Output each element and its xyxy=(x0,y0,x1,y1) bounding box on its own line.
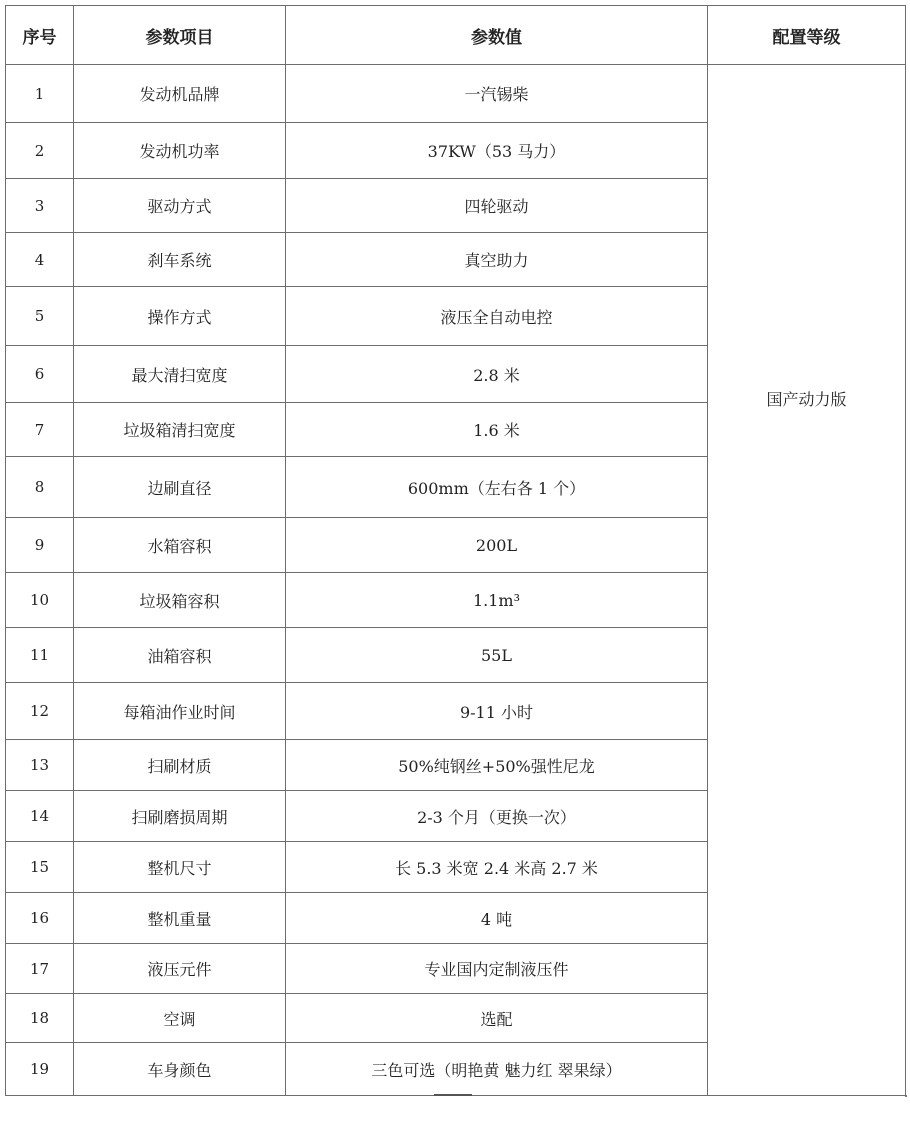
parameter-item: 扫刷材质 xyxy=(74,740,286,791)
parameter-item: 垃圾箱容积 xyxy=(74,573,286,628)
row-number: 6 xyxy=(6,346,74,403)
page-corner-dot xyxy=(905,1095,907,1097)
row-number: 8 xyxy=(6,457,74,518)
parameter-item: 驱动方式 xyxy=(74,179,286,233)
parameter-item: 整机尺寸 xyxy=(74,842,286,893)
row-number: 18 xyxy=(6,994,74,1043)
row-number: 19 xyxy=(6,1043,74,1096)
parameter-value: 4 吨 xyxy=(286,893,708,944)
parameter-item: 最大清扫宽度 xyxy=(74,346,286,403)
table-header-row xyxy=(6,6,906,65)
parameter-item: 水箱容积 xyxy=(74,518,286,573)
row-number: 10 xyxy=(6,573,74,628)
parameter-item: 车身颜色 xyxy=(74,1043,286,1096)
parameter-item: 发动机品牌 xyxy=(74,65,286,123)
parameter-value: 一汽锡柴 xyxy=(286,65,708,123)
row-number: 9 xyxy=(6,518,74,573)
parameter-value: 长 5.3 米宽 2.4 米高 2.7 米 xyxy=(286,842,708,893)
parameter-item: 油箱容积 xyxy=(74,628,286,683)
parameter-value: 真空助力 xyxy=(286,233,708,287)
parameter-value: 600mm（左右各 1 个） xyxy=(286,457,708,518)
parameter-value: 专业国内定制液压件 xyxy=(286,944,708,994)
row-number: 7 xyxy=(6,403,74,457)
row-number: 1 xyxy=(6,65,74,123)
parameter-item: 空调 xyxy=(74,994,286,1043)
row-number: 11 xyxy=(6,628,74,683)
row-number: 5 xyxy=(6,287,74,346)
header-config-level: 配置等级 xyxy=(708,6,906,65)
spec-table xyxy=(5,5,906,1096)
row-number: 15 xyxy=(6,842,74,893)
parameter-value: 1.6 米 xyxy=(286,403,708,457)
header-no: 序号 xyxy=(6,6,74,65)
parameter-item: 发动机功率 xyxy=(74,123,286,179)
parameter-value: 9-11 小时 xyxy=(286,683,708,740)
parameter-item: 扫刷磨损周期 xyxy=(74,791,286,842)
parameter-item: 液压元件 xyxy=(74,944,286,994)
row-number: 12 xyxy=(6,683,74,740)
parameter-item: 垃圾箱清扫宽度 xyxy=(74,403,286,457)
parameter-item: 刹车系统 xyxy=(74,233,286,287)
parameter-value: 选配 xyxy=(286,994,708,1043)
header-item: 参数项目 xyxy=(74,6,286,65)
parameter-value: 200L xyxy=(286,518,708,573)
parameter-item: 操作方式 xyxy=(74,287,286,346)
parameter-value: 55L xyxy=(286,628,708,683)
row-number: 2 xyxy=(6,123,74,179)
parameter-value: 液压全自动电控 xyxy=(286,287,708,346)
parameter-item: 整机重量 xyxy=(74,893,286,944)
parameter-value: 50%纯钢丝+50%强性尼龙 xyxy=(286,740,708,791)
parameter-value: 2-3 个月（更换一次） xyxy=(286,791,708,842)
parameter-value: 三色可选（明艳黄 魅力红 翠果绿） xyxy=(286,1043,708,1096)
table-row xyxy=(6,65,906,123)
page-footer-mark xyxy=(434,1094,472,1096)
row-number: 3 xyxy=(6,179,74,233)
row-number: 4 xyxy=(6,233,74,287)
parameter-value: 1.1m³ xyxy=(286,573,708,628)
parameter-value: 四轮驱动 xyxy=(286,179,708,233)
row-number: 16 xyxy=(6,893,74,944)
row-number: 17 xyxy=(6,944,74,994)
row-number: 13 xyxy=(6,740,74,791)
header-value: 参数值 xyxy=(286,6,708,65)
parameter-item: 边刷直径 xyxy=(74,457,286,518)
parameter-item: 每箱油作业时间 xyxy=(74,683,286,740)
config-level-cell: 国产动力版 xyxy=(708,65,906,1096)
table-body xyxy=(6,65,906,1096)
parameter-value: 37KW（53 马力） xyxy=(286,123,708,179)
row-number: 14 xyxy=(6,791,74,842)
parameter-value: 2.8 米 xyxy=(286,346,708,403)
